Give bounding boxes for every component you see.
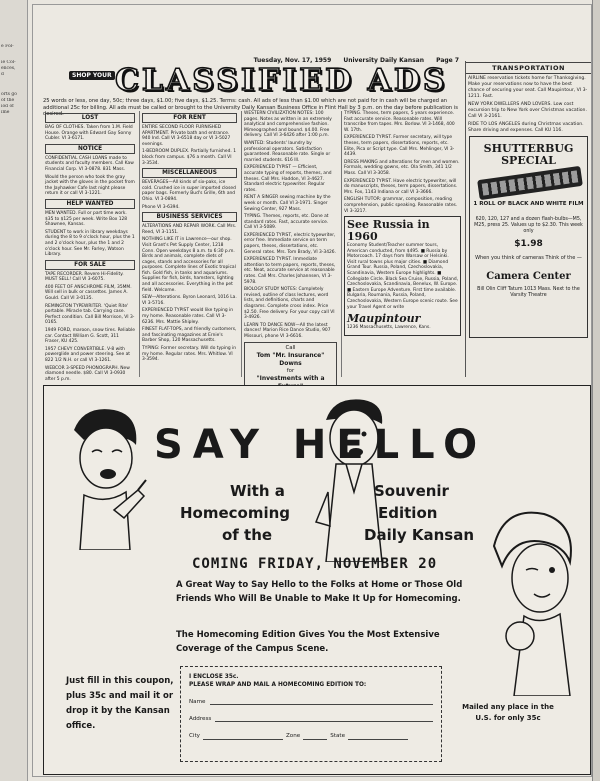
coupon-enclose: I ENCLOSE 35c. (189, 674, 239, 680)
rates-notice: 25 words or less, one day, 50c; three days, $1.00; five days, $1.25. Terms: cash. All ads of less than $1.00 which are not paid for in cash will be charged an additional 25c for billing. All ads must be called or brought to the University Daily Kansan Business Office in Flint Hall by 3 p.m. on the day before publication is desired. (43, 98, 458, 117)
gutter-fragment: e Fol- (1, 44, 14, 49)
classified-ad: Phone VI 3-6394. (142, 204, 180, 210)
shutterbug-roll: 1 ROLL OF BLACK AND WHITE FILM (473, 201, 584, 207)
classified-ad: EXPERIENCED TYPIST would like typing in my home. Reasonable rates. Call VI 3-6236. Mrs. Mattie Shipley. (142, 308, 234, 325)
gutter-fragment: orts go (1, 92, 17, 97)
woman-illustration-icon (54, 400, 154, 550)
right-page-gutter (592, 0, 600, 781)
maupintour-address: 1236 Massachusetts, Lawrence, Kans. (347, 325, 431, 331)
classified-ad: BAG OF CLOTHES. Taken from 1.M. Field House. Orange with Edward Gay Sonny Cubler. VI 3-6171. (45, 125, 133, 142)
classified-ad: ALTERATIONS AND REPAIR WORK. Call Mrs. Reed, VI 3-1151. (142, 224, 237, 235)
homecoming-text: Homecoming (180, 504, 291, 522)
classified-ad: SEW—Alterations. Byron Leonard, 1016 La. VI 3-5716. (142, 295, 237, 306)
section-heading: NOTICE (45, 144, 135, 154)
gutter-fragment: iod of (1, 104, 14, 109)
coupon-city-label: City (189, 733, 200, 739)
shutterbug-price: $1.98 (514, 239, 543, 249)
fill-in-instructions: Just fill in this coupon, plus 35c and mail it or drop it by the Kansan office. (66, 676, 174, 731)
section-heading: TRANSPORTATION (466, 62, 591, 74)
gutter-fragment: d (1, 72, 4, 77)
edition-text: Edition (378, 504, 438, 522)
classified-ad: DRESS MAKING and alterations for men and women. Formals, wedding gowns, etc. Ola Smith, 341 1/2 Mass. Call VI 3-3058. (344, 159, 460, 176)
classified-ad: FINEST FLAT-TOPS, and friendly customers, and fascinating magazines at Ernie's Barber Shop, 120 Massachusetts. (142, 327, 237, 344)
classified-column-3 (241, 111, 339, 382)
russia-body: Economy Student/Teacher summer tours, American conducted, from $495. ■ Russia by Motorcoach. 17 days from Warsaw or Helsinki. Visit rural towns plus major cities. ■ Diamond Grand Tour. Russia, Poland, Czechoslovakia, Scandinavia, Western Europe highlights. ■ Collegiate Circle. Black Sea Cruise, Russia, Poland, Czechoslovakia, Scandinavia, Benelux, W. Europe. ■ Eastern Europe Adventure. First time available. Bulgaria, Roumania, Russia, Poland, Czechoslovakia, Western Europe scenic route. See your Travel Agent or write (347, 243, 458, 310)
classified-ad: Would the person who took the gray jacket with the gloves in the pocket from the Jayhawker Cafe last night please return it or call VI 3-1221. (45, 174, 135, 197)
section-heading: FOR SALE (45, 260, 135, 270)
classified-column-4 (341, 111, 463, 377)
gutter-fragment: of the (1, 98, 15, 103)
coupon-request: PLEASE WRAP AND MAIL A HOMECOMING EDITION TO: (189, 682, 367, 688)
classified-ad: MEN WANTED. Full or part time work. $35 to $125 per week. Write Box 128 Shawnee, Kansas. (45, 210, 128, 228)
shutterbug-special-ad (469, 136, 588, 338)
page-number: Page 7 (436, 57, 459, 64)
shutterbug-tagline: When you think of cameras Think of the — (475, 255, 582, 261)
classified-ad: TYPING: Former secretary. Will do typing in my home. Regular rates. Mrs. Whitlow. VI 3-3594. (142, 346, 237, 363)
coupon-state-label: State (330, 733, 346, 739)
classified-ad: 1949 FORD, maroon, snow tires. Reliable car. Contact William G. Scott, 311 Fraser, KU 425. (45, 328, 135, 345)
shutterbug-names: Bill Olin Cliff Tatum 1013 Mass. Next to the Varsity Theatre (477, 287, 580, 298)
classified-ad: AIRLINE reservation tickets home for Thanksgiving. Make your reservations now to have the best chance of securing your seat. Call Maupintour, VI 3-1211. Fast. (468, 76, 588, 99)
insurance-name: Tom "Mr. Insurance" Downs (256, 351, 325, 367)
insurance-slogan: "Investments with a (256, 374, 325, 382)
mail-coupon (180, 666, 442, 762)
coupon-address-label: Address (189, 716, 212, 722)
coverage-text: The Homecoming Edition Gives You the Most Extensive Coverage of the Campus Scene. (176, 630, 440, 654)
say-hello-headline: SAY HELLO (154, 422, 488, 468)
classified-ad: TYPING. Themes, reports, etc. Done at standard rates. Fast, accurate service. Call VI 3-5089. (244, 214, 329, 231)
classified-page (32, 4, 592, 777)
shop-your-badge: SHOP YOUR (69, 71, 115, 80)
classified-ad: WEBCOR 3-SPEED PHONOGRAPH. New diamond needle. $80. Call VI 3-0930 after 5 p.m. (45, 365, 130, 382)
classified-ad: EXPERIENCED TYPIST. Have electric typewriter, will do manuscripts, theses, term papers, dissertations. Mrs. Fox, 1143 Indiana or call VI 3-3666. (344, 178, 458, 195)
classified-ad: 1957 CHEVY CONVERTIBLE. V-8 with powerglide and power steering. See at 822 1/2 N.H. or call VI 3-1261. (45, 346, 131, 363)
classified-column-1 (43, 111, 137, 382)
of-the-text: of the (222, 526, 273, 544)
shutterbug-sizes: 620, 120, 127 and a dozen flash-bulbs—M5, M25, press 25. Values up to $2.30. This week only (474, 217, 583, 234)
maupintour-logo: Maupintour (347, 312, 421, 326)
classified-ad: NEW YORK DWELLERS AND LOVERS. Low cost excursion trip to New York over Christmas vacation. Call VI 3-2161. (468, 102, 587, 119)
with-a-text: With a (230, 482, 285, 500)
great-way-text: A Great Way to Say Hello to the Folks at Home or Those Old Friends Who Will Be Unable to Make It Up for Homecoming. (176, 580, 463, 604)
mailed-anywhere-text: Mailed any place in the U.S. for only 35c (462, 703, 554, 722)
classified-ad: TYPING. Theses, term papers, 5 years experience. Fast accurate service. Reasonable rates. Will transcribe from tapes. Mrs. Borlow. VI 3-1468, 400 W. 17th. (344, 111, 455, 133)
classified-ad: WESTERN CIVILIZATION NOTES: 100 pages. Notes as written in an extremely analytical and comprehensive fashion. Mimeographed and bound. $4.00. Free delivery. Call VI 3-6426 after 1:00 p.m. (244, 111, 332, 139)
classified-ad: EXPERIENCED TYPIST, electric typewriter, error free. Immediate service on term papers, theses, dissertations, etc. General rates. Mrs. Tom Brady, VI 3-3426. (244, 232, 336, 255)
coupon-name-field[interactable] (210, 698, 433, 705)
gutter-fragment: ime (1, 110, 10, 115)
classified-ad: 400 FEET OF ANSCHROME FILM, 35MM. Will sell in bulk or cassettes. James A. Gould. Call VI 3-0135. (45, 284, 132, 302)
classified-ad: RENT A SINGER sewing machine by the week or month. Call VI 3-1971. Singer Sewing Center, 927 Mass. (244, 195, 331, 212)
insurance-for: for (286, 367, 295, 374)
coupon-city-field[interactable] (203, 733, 283, 740)
classified-ad: LEARN TO DANCE NOW—All the latest dances! Marion Rice Dance Studio, 907 Missouri, phone VI 3-6616. (244, 322, 331, 339)
coupon-name-label: Name (189, 699, 206, 705)
classified-ad: NOTHING LIKE IT in Lawrence—our shop. Visit Grant's Pet Supply Center, 1218 Conn. Open weekdays 8 a.m. to 6:30 p.m. Birds and animals, complete diets of cages, stands and accessories for all purposes. Complete lines of Exotic tropical fish. Gold fish, in tanks and aquariums. Supplies for fish, birds, hamsters, lighting and all accessories. Everything in the pet field. Welcome. (142, 237, 236, 293)
section-heading: LOST (45, 113, 135, 123)
coupon-zone-label: Zone (285, 733, 301, 739)
classified-title: CLASSIFIED ADS (115, 63, 448, 98)
left-page-gutter (0, 0, 28, 781)
classified-ad: WANTED: Students' laundry by professional operators. Satisfaction guaranteed. Reasonable rate. Single or married students. 616 Ill. (244, 140, 331, 163)
shutterbug-title: SHUTTERBUG SPECIAL (483, 142, 574, 167)
classified-ad: CONFIDENTIAL CASH LOANS made to students and faculty members. Call Kaw Financial Corp. VI 3-0878. 831 Mass. (45, 155, 134, 172)
shutterbug-store: Camera Center (486, 271, 571, 282)
daily-kansan-text: Daily Kansan (364, 526, 475, 544)
coupon-zone-field[interactable] (303, 733, 327, 740)
section-heading: BUSINESS SERVICES (142, 212, 237, 222)
classified-ad: EXPERIENCED TYPIST. Immediate attention to term papers, reports, theses, etc. Neat, accurate service at reasonable rates. Call Mrs. Charles Johannsen, VI 3-5978. (244, 257, 336, 285)
homecoming-edition-ad (43, 385, 591, 775)
winking-woman-illustration-icon (484, 506, 584, 696)
paper-name: University Daily Kansan (343, 57, 424, 64)
classified-ad: RIDE TO LOS ANGELES during Christmas vacation. Share driving and expenses. Call KU 116. (468, 122, 584, 133)
classified-ad: EXPERIENCED TYPIST — Efficient, accurate typing of reports, themes, and theses. Call Mrs. Haddon, VI 3-4627. Standard electric typewriter. Regular rates. (244, 165, 332, 193)
classified-ad: ENTIRE SECOND FLOOR FURNISHED APARTMENT. Private bath and entrance. 940 Ind. Call VI 3-6518 day or VI 3-5027 evenings. (142, 125, 231, 147)
russia-title: See Russia in 1960 (347, 218, 430, 244)
classified-ad: ENGLISH TUTOR: grammar, composition, reading comprehension, public speaking. Reasonable rates. VI 3-3217. (344, 197, 458, 214)
souvenir-text: Souvenir (374, 482, 449, 500)
section-heading: HELP WANTED (45, 199, 135, 209)
film-roll-icon (477, 166, 583, 200)
classified-ad: EXPERIENCED TYPIST. Former secretary, will type theses, term papers, dissertations, reports, etc. Elite, Pica or Script type. Call Mrs. Mehlinger, VI 3-4439. (344, 135, 455, 158)
classified-ad: 1-BEDROOM DUPLEX. Partially furnished. 1 block from campus. $76 a month. Call VI 3-3534. (142, 149, 237, 166)
coupon-address-field[interactable] (215, 715, 433, 722)
classified-ad: TAPE RECORDER. Revere Hi-Fidelity. MUST SELL! Call VI 3-6075. (45, 271, 124, 283)
gutter-fragment: ences, (1, 66, 16, 71)
see-russia-ad (344, 216, 461, 336)
classified-ad: BEVERAGES—All kinds of six-paks, ice cold. Crushed ice in super imported closed paper bags. Formerly Bud's Grille, 6th and Ohio. VI 3-0894. (142, 180, 236, 202)
coupon-state-field[interactable] (348, 733, 408, 740)
classified-column-2 (139, 111, 239, 377)
classified-ad: REMINGTON TYPEWRITER. 'Quiet Rite' portable. Miracle tab. Carrying case. Perfect condition. Call Bill Morrison, VI 3-0165. (45, 303, 135, 326)
classified-ad: STUDENT to work in library weekdays during the 8 to 9 o'clock hour, plus the 1 and 2 o'clock hour, plus the 1 and 2 o'clock hour. See Mr. Farley, Watson Library. (45, 229, 135, 258)
gutter-fragment: ie Col- (1, 60, 16, 65)
issue-date: Tuesday, Nov. 17, 1959 (253, 57, 332, 64)
insurance-call: Call (285, 344, 296, 351)
section-heading: FOR RENT (142, 113, 237, 123)
transportation-column (465, 61, 591, 377)
section-heading: MISCELLANEOUS (142, 168, 237, 178)
classified-masthead (33, 5, 463, 97)
coming-date: COMING FRIDAY, NOVEMBER 20 (192, 556, 438, 572)
classified-ad: BIOLOGY STUDY NOTES: Completely revised, outline of class lectures, word lists, and definitions, charts and diagrams. Complete cross index. Price $2.50. Free delivery. For your copy call VI 3-4926. (244, 287, 335, 321)
